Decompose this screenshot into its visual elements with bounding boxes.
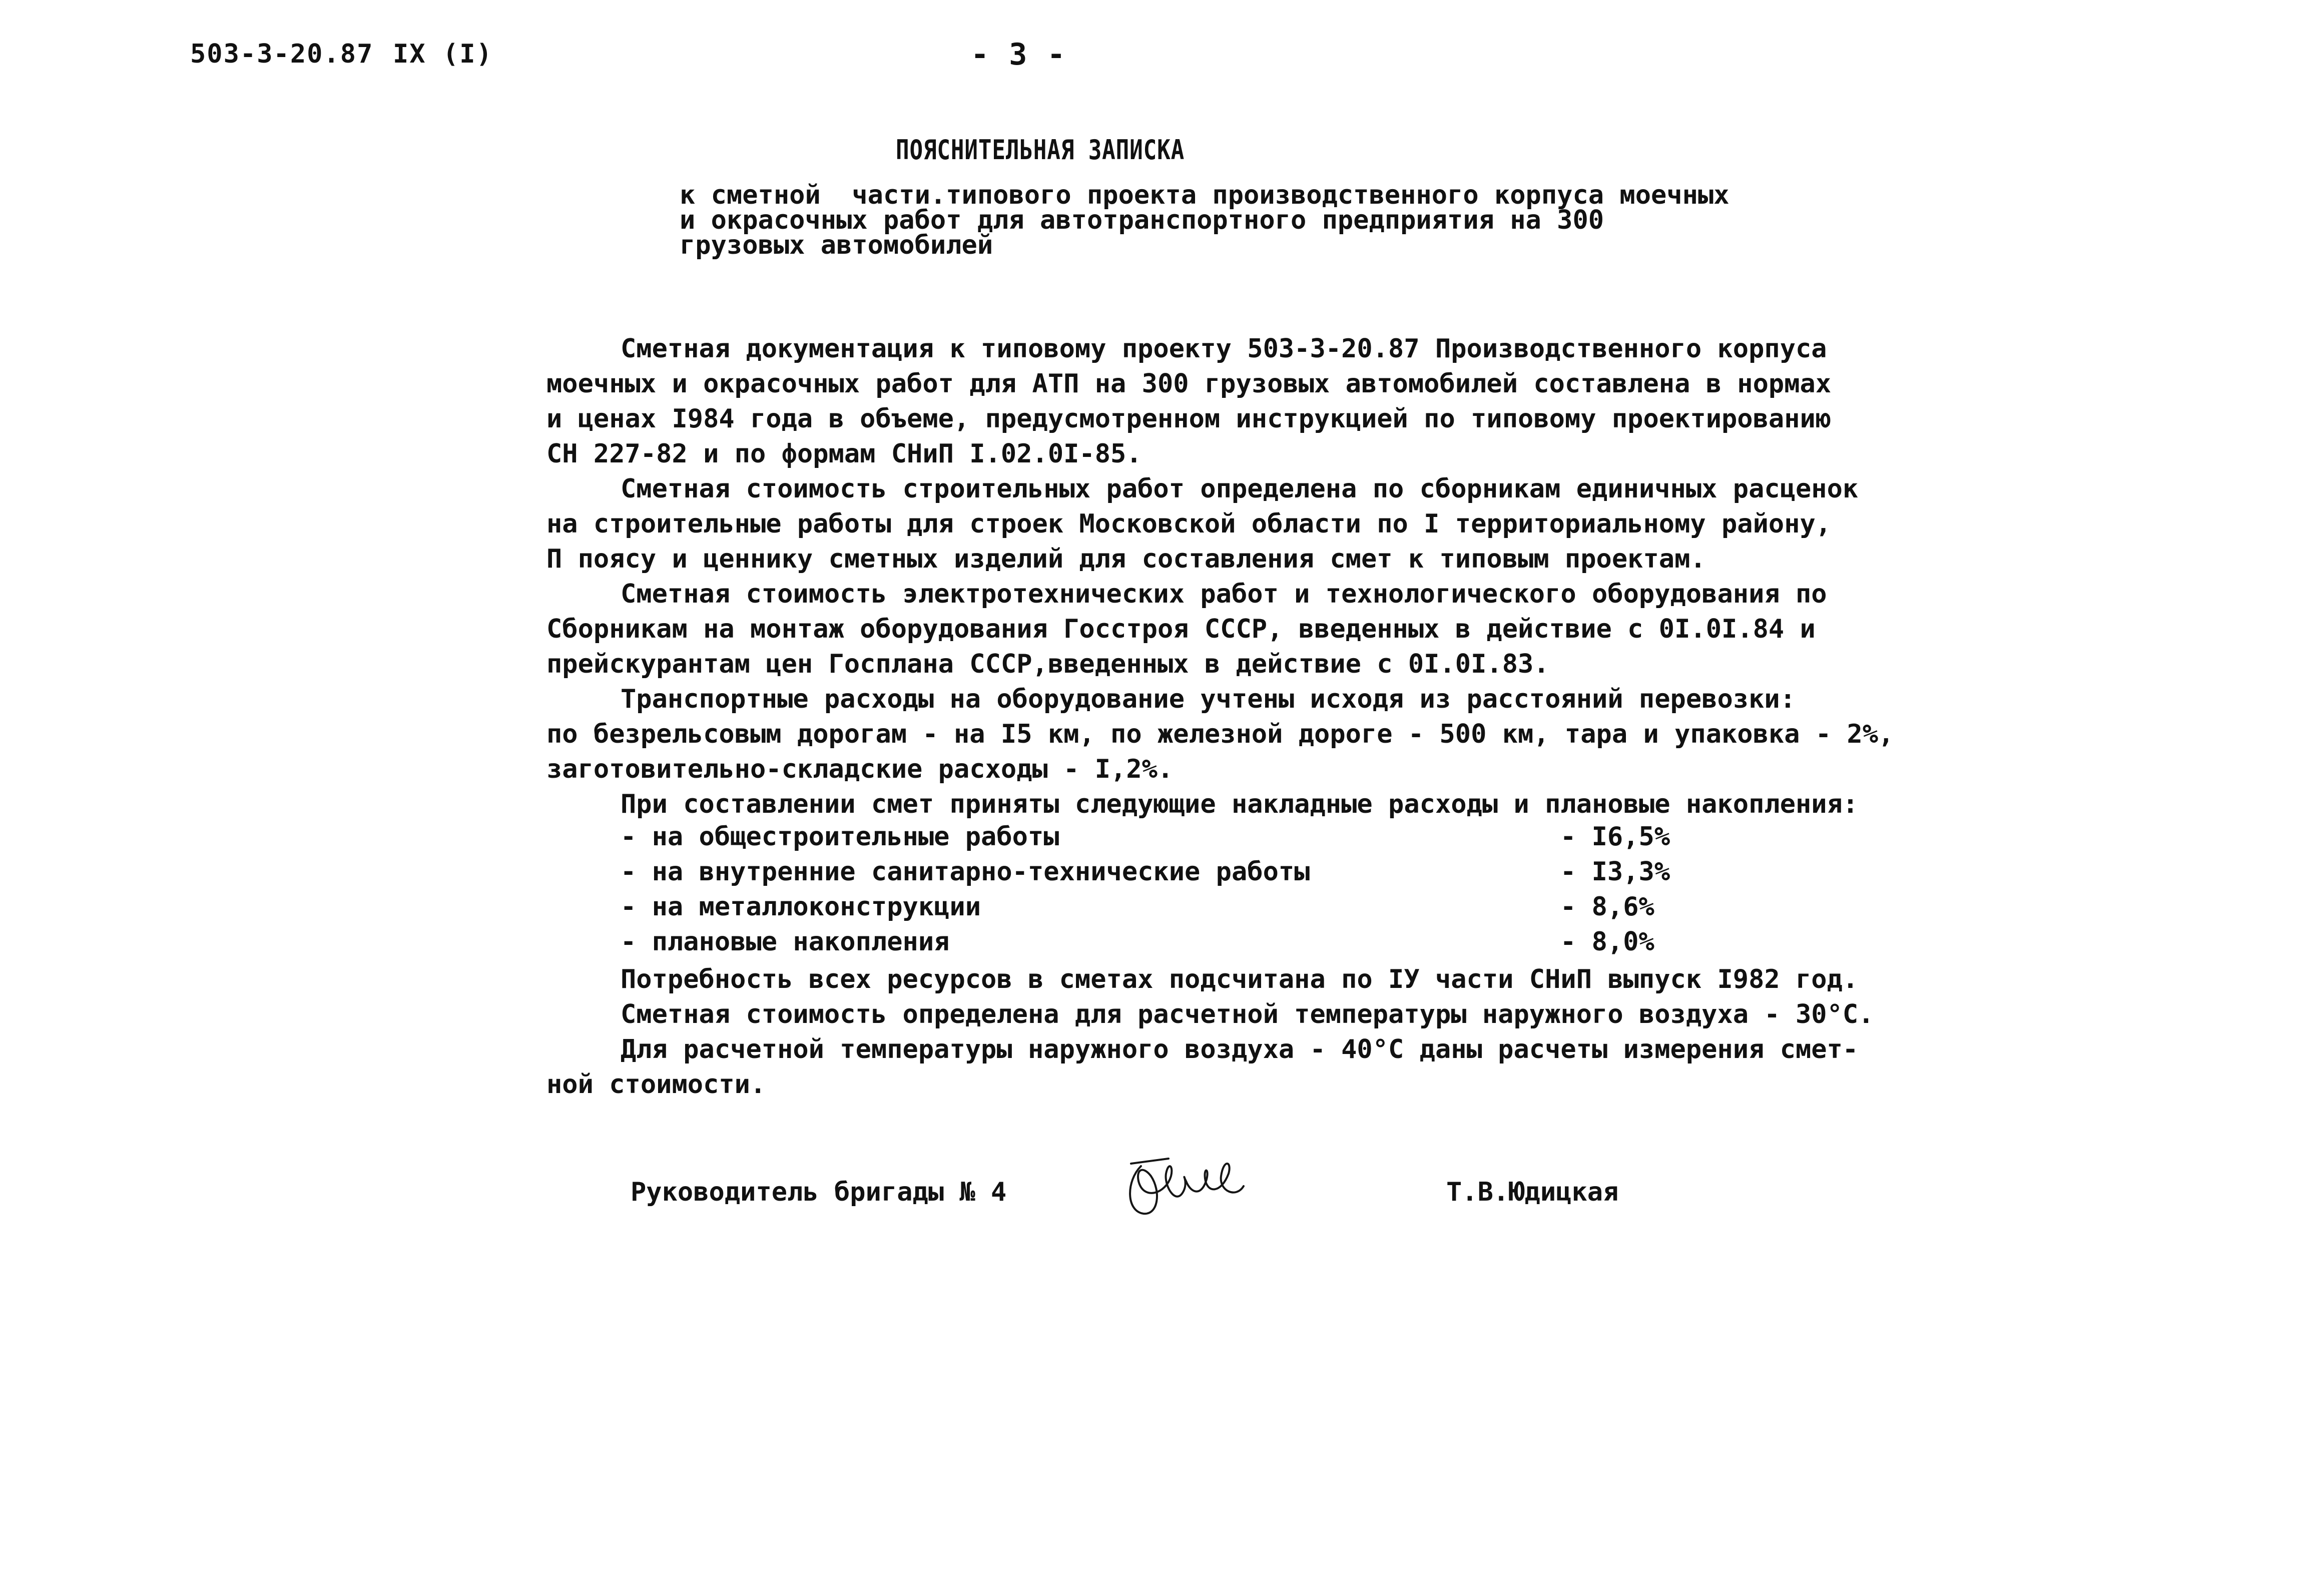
handwritten-signature <box>1121 1146 1251 1221</box>
body-line: заготовительно-складские расходы - I,2%. <box>546 754 1174 784</box>
overhead-item-value: - I6,5% <box>1560 822 1670 852</box>
body-line: Потребность всех ресурсов в сметах подсчитана по IУ части СНиП выпуск I982 год. <box>621 964 1859 994</box>
body-line: П поясу и ценнику сметных изделий для составления смет к типовым проектам. <box>546 544 1706 574</box>
body-line: на строительные работы для строек Московской области по I территориальному району, <box>546 509 1832 539</box>
page-number: - 3 - <box>971 37 1066 72</box>
body-line: Для расчетной температуры наружного воздуха - 40°С даны расчеты измерения смет- <box>621 1034 1859 1065</box>
overhead-item-label: - на внутренние санитарно-технические работы <box>621 857 1310 887</box>
body-line: Сборникам на монтаж оборудования Госстроя СССР, введенных в действие с 0I.0I.84 и <box>546 614 1816 644</box>
overhead-item-label: - плановые накопления <box>621 927 950 957</box>
subtitle-line: к сметной части.типового проекта производственного корпуса моечных <box>680 180 1730 210</box>
body-line: моечных и окрасочных работ для АТП на 300 грузовых автомобилей составлена в нормах <box>546 369 1832 399</box>
body-line: Сметная документация к типовому проекту 503-3-20.87 Производственного корпуса <box>621 334 1827 364</box>
subtitle-line: и окрасочных работ для автотранспортного предприятия на 300 <box>680 205 1604 235</box>
page-title: ПОЯСНИТЕЛЬНАЯ ЗАПИСКА <box>896 134 1185 166</box>
overhead-item-value: - 8,6% <box>1560 892 1654 922</box>
body-line: Сметная стоимость электротехнических работ и технологического оборудования по <box>621 579 1827 609</box>
body-line: Транспортные расходы на оборудование учтены исходя из расстояний перевозки: <box>621 684 1796 714</box>
body-line: При составлении смет приняты следующие накладные расходы и плановые накопления: <box>621 789 1859 819</box>
overhead-item-label: - на общестроительные работы <box>621 822 1059 852</box>
signature-role: Руководитель бригады № 4 <box>631 1177 1007 1207</box>
document-part: IX (I) <box>393 39 493 69</box>
overhead-item-value: - I3,3% <box>1560 857 1670 887</box>
body-line: Сметная стоимость строительных работ определена по сборникам единичных расценок <box>621 474 1859 504</box>
signature-name: Т.В.Юдицкая <box>1446 1177 1619 1207</box>
body-line: по безрельсовым дорогам - на I5 км, по железной дороге - 500 км, тара и упаковка - 2%, <box>546 719 1894 749</box>
body-line: ной стоимости. <box>546 1070 766 1100</box>
body-line: СН 227-82 и по формам СНиП I.02.0I-85. <box>546 439 1142 469</box>
document-code: 503-3-20.87 <box>190 39 374 69</box>
overhead-item-value: - 8,0% <box>1560 927 1654 957</box>
body-line: прейскурантам цен Госплана СССР,введенных в действие с 0I.0I.83. <box>546 649 1549 679</box>
overhead-item-label: - на металлоконструкции <box>621 892 981 922</box>
subtitle-line: грузовых автомобилей <box>680 230 993 260</box>
body-line: Сметная стоимость определена для расчетной температуры наружного воздуха - 30°С. <box>621 999 1874 1029</box>
body-line: и ценах I984 года в объеме, предусмотренном инструкцией по типовому проектированию <box>546 404 1832 434</box>
